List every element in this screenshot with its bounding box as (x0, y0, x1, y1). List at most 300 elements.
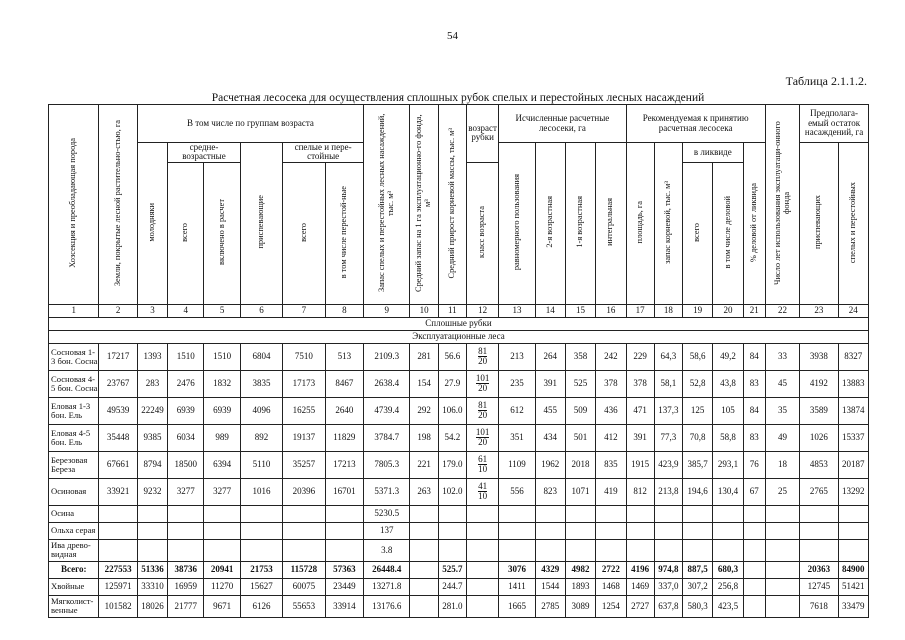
cell-col-11: 281.0 (438, 595, 466, 617)
cell-col-19 (683, 522, 713, 539)
header-ripening: приспевающие (240, 143, 282, 305)
cell-col-14: 2785 (535, 595, 565, 617)
cell-col-11: 27.9 (438, 370, 466, 397)
cell-col-11: 56.6 (438, 343, 466, 370)
column-number-13: 13 (499, 304, 535, 317)
cell-col-5 (204, 539, 240, 561)
cell-col-4: 2476 (168, 370, 204, 397)
age-fraction (466, 478, 498, 505)
cell-col-16: 378 (596, 370, 626, 397)
cell-col-24 (838, 522, 868, 539)
header-c23: приспевающих (800, 143, 838, 305)
header-c15: 1-я возрастная (565, 143, 595, 305)
column-number-5: 5 (204, 304, 240, 317)
cell-col-15: 1071 (565, 478, 595, 505)
header-mature: спелые и пере-стойные (283, 143, 364, 163)
cell-col-17: 2727 (626, 595, 654, 617)
cell-col-9: 3784.7 (364, 424, 410, 451)
age-fraction (466, 370, 498, 397)
age-class-value: 20 (478, 437, 488, 448)
cell-col-13: 612 (499, 397, 535, 424)
cell-col-8: 8467 (325, 370, 363, 397)
cell-col-9: 13271.8 (364, 578, 410, 595)
cell-col-8 (325, 539, 363, 561)
cell-col-22 (765, 595, 799, 617)
cell-col-13: 3076 (499, 561, 535, 578)
age-fraction (466, 397, 498, 424)
header-age-groups: В том числе по группам возраста (137, 105, 363, 143)
cell-col-22 (765, 561, 799, 578)
cell-col-18: 137,3 (654, 397, 682, 424)
cell-col-2: 17217 (99, 343, 137, 370)
cell-col-19: 52,8 (683, 370, 713, 397)
cell-col-15 (565, 539, 595, 561)
cell-col-6: 4096 (240, 397, 282, 424)
table-row (49, 397, 869, 424)
header-c13: равномерного пользования (499, 143, 535, 305)
header-household: Хозсекция и преобладающая порода (49, 105, 99, 305)
cell-col-12 (466, 505, 498, 522)
table-row (49, 505, 869, 522)
cell-col-4: 16959 (168, 578, 204, 595)
cell-col-18: 423,9 (654, 451, 682, 478)
cell-col-11: 525.7 (438, 561, 466, 578)
table-row (49, 478, 869, 505)
forest-table (48, 104, 869, 618)
cell-col-14: 823 (535, 478, 565, 505)
cell-col-17: 4196 (626, 561, 654, 578)
cell-col-8: 2640 (325, 397, 363, 424)
column-number-17: 17 (626, 304, 654, 317)
header-c16: интегральная (596, 143, 626, 305)
column-number-4: 4 (168, 304, 204, 317)
summary-row-decid (49, 595, 869, 617)
column-number-15: 15 (565, 304, 595, 317)
table-row (49, 539, 869, 561)
cell-col-11 (438, 505, 466, 522)
cell-col-12 (466, 522, 498, 539)
cell-col-20: 680,3 (713, 561, 743, 578)
cell-col-2 (99, 505, 137, 522)
row-name: Осиновая (49, 478, 99, 505)
cell-col-14: 455 (535, 397, 565, 424)
cell-col-20 (713, 522, 743, 539)
column-number-7: 7 (283, 304, 325, 317)
cell-col-9: 13176.6 (364, 595, 410, 617)
cell-col-10 (410, 578, 438, 595)
cell-col-14 (535, 539, 565, 561)
cell-col-10: 281 (410, 343, 438, 370)
cell-col-23: 3938 (800, 343, 838, 370)
cell-col-22: 25 (765, 478, 799, 505)
cell-col-4: 38736 (168, 561, 204, 578)
cell-col-10 (410, 505, 438, 522)
cell-col-23: 20363 (800, 561, 838, 578)
cell-col-4 (168, 539, 204, 561)
cell-col-5 (204, 522, 240, 539)
column-number-21: 21 (743, 304, 765, 317)
cell-col-2 (99, 539, 137, 561)
cell-col-14: 1544 (535, 578, 565, 595)
section-title-1: Сплошные рубки (49, 317, 869, 330)
cell-col-18: 337,0 (654, 578, 682, 595)
cell-col-20: 293,1 (713, 451, 743, 478)
column-number-19: 19 (683, 304, 713, 317)
column-number-2: 2 (99, 304, 137, 317)
cell-col-4: 1510 (168, 343, 204, 370)
cell-col-5: 1832 (204, 370, 240, 397)
cell-col-19: 887,5 (683, 561, 713, 578)
cell-col-9: 5230.5 (364, 505, 410, 522)
cell-col-3: 283 (137, 370, 167, 397)
cell-col-18: 213,8 (654, 478, 682, 505)
table-label: Таблица 2.1.1.2. (785, 74, 867, 88)
cell-col-10 (410, 561, 438, 578)
column-number-9: 9 (364, 304, 410, 317)
cell-col-17: 812 (626, 478, 654, 505)
cell-col-11: 106.0 (438, 397, 466, 424)
cell-col-8 (325, 505, 363, 522)
cell-col-7: 35257 (283, 451, 325, 478)
cell-col-20: 256,8 (713, 578, 743, 595)
cell-col-23: 2765 (800, 478, 838, 505)
cell-col-17 (626, 505, 654, 522)
age-class-value: 20 (478, 410, 488, 421)
cell-col-5: 3277 (204, 478, 240, 505)
cell-col-16: 412 (596, 424, 626, 451)
cell-col-17 (626, 539, 654, 561)
cell-col-13 (499, 522, 535, 539)
cell-col-6: 6126 (240, 595, 282, 617)
column-number-10: 10 (410, 304, 438, 317)
cell-col-18: 64,3 (654, 343, 682, 370)
column-number-row (49, 304, 869, 317)
cell-col-24: 84900 (838, 561, 868, 578)
cell-col-18: 58,1 (654, 370, 682, 397)
cell-col-23: 1026 (800, 424, 838, 451)
summary-row-total (49, 561, 869, 578)
cell-col-21 (743, 578, 765, 595)
cell-col-19 (683, 539, 713, 561)
header-remain: Предполага-емый остаток насаждений, га (800, 105, 869, 143)
cell-col-22 (765, 539, 799, 561)
cell-col-17: 1915 (626, 451, 654, 478)
cell-col-17: 471 (626, 397, 654, 424)
cell-col-3: 1393 (137, 343, 167, 370)
cell-col-15: 1893 (565, 578, 595, 595)
cell-col-11 (438, 522, 466, 539)
cell-col-6: 5110 (240, 451, 282, 478)
cell-col-20: 49,2 (713, 343, 743, 370)
cell-col-14: 391 (535, 370, 565, 397)
cell-col-8: 17213 (325, 451, 363, 478)
header-age-cut: возраст рубки (466, 105, 498, 163)
cell-col-15: 2018 (565, 451, 595, 478)
cell-col-20: 130,4 (713, 478, 743, 505)
cell-col-21: 67 (743, 478, 765, 505)
cell-col-6: 1016 (240, 478, 282, 505)
cell-col-13 (499, 505, 535, 522)
cell-col-3: 8794 (137, 451, 167, 478)
cell-col-7 (283, 522, 325, 539)
cell-col-4: 6939 (168, 397, 204, 424)
cell-col-14 (535, 522, 565, 539)
cell-col-13: 556 (499, 478, 535, 505)
cell-col-13: 351 (499, 424, 535, 451)
cell-col-16 (596, 522, 626, 539)
cell-col-6: 3835 (240, 370, 282, 397)
cell-col-2: 125971 (99, 578, 137, 595)
row-name: Ива древо-видная (49, 539, 99, 561)
cell-col-6 (240, 505, 282, 522)
age-cut-value: 101 (475, 373, 490, 384)
header-mature-all: всего (283, 162, 325, 304)
cell-col-3: 9232 (137, 478, 167, 505)
section-title-2: Эксплуатационные леса (49, 330, 869, 343)
cell-col-10: 154 (410, 370, 438, 397)
column-number-20: 20 (713, 304, 743, 317)
row-name: Еловая 4-5 бон. Ель (49, 424, 99, 451)
cell-col-9: 2638.4 (364, 370, 410, 397)
cell-col-18: 77,3 (654, 424, 682, 451)
header-c24: спелых и перестойных (838, 143, 868, 305)
cell-col-19: 307,2 (683, 578, 713, 595)
cell-col-16: 1468 (596, 578, 626, 595)
cell-col-5: 6939 (204, 397, 240, 424)
column-number-18: 18 (654, 304, 682, 317)
cell-col-15: 4982 (565, 561, 595, 578)
cell-col-23 (800, 539, 838, 561)
cell-col-11: 244.7 (438, 578, 466, 595)
cell-col-16 (596, 505, 626, 522)
cell-col-19: 580,3 (683, 595, 713, 617)
cell-col-14 (535, 505, 565, 522)
cell-col-12 (466, 578, 498, 595)
cell-col-10 (410, 595, 438, 617)
cell-col-2: 49539 (99, 397, 137, 424)
cell-col-14: 264 (535, 343, 565, 370)
header-c14: 2-я возрастная (535, 143, 565, 305)
column-number-11: 11 (438, 304, 466, 317)
cell-col-24: 13292 (838, 478, 868, 505)
cell-col-15: 358 (565, 343, 595, 370)
row-name: Хвойные (49, 578, 99, 595)
table-row (49, 343, 869, 370)
cell-col-21: 83 (743, 424, 765, 451)
cell-col-11: 54.2 (438, 424, 466, 451)
cell-col-7: 19137 (283, 424, 325, 451)
table-row (49, 424, 869, 451)
cell-col-19: 58,6 (683, 343, 713, 370)
header-land: Земли, покрытые лесной растительно-стью, га (99, 105, 137, 305)
cell-col-9: 5371.3 (364, 478, 410, 505)
cell-col-22: 35 (765, 397, 799, 424)
cell-col-5 (204, 505, 240, 522)
cell-col-5: 11270 (204, 578, 240, 595)
cell-col-16: 419 (596, 478, 626, 505)
row-name: Березовая Береза (49, 451, 99, 478)
table-row (49, 370, 869, 397)
cell-col-21 (743, 522, 765, 539)
row-name: Ольха серая (49, 522, 99, 539)
cell-col-24 (838, 505, 868, 522)
header-middle-all: всего (168, 162, 204, 304)
cell-col-15: 525 (565, 370, 595, 397)
cell-col-6: 21753 (240, 561, 282, 578)
cell-col-15 (565, 522, 595, 539)
cell-col-23 (800, 522, 838, 539)
cell-col-15 (565, 505, 595, 522)
cell-col-23: 4853 (800, 451, 838, 478)
cell-col-8: 33914 (325, 595, 363, 617)
cell-col-5: 9671 (204, 595, 240, 617)
cell-col-21: 76 (743, 451, 765, 478)
cell-col-3 (137, 522, 167, 539)
header-middle-incl: включено в расчет (204, 162, 240, 304)
cell-col-10: 221 (410, 451, 438, 478)
cell-col-18 (654, 539, 682, 561)
table-row (49, 451, 869, 478)
cell-col-9: 4739.4 (364, 397, 410, 424)
cell-col-15: 3089 (565, 595, 595, 617)
row-name: Сосновая 4-5 бон. Сосна (49, 370, 99, 397)
header-middle: средне-возрастные (168, 143, 241, 163)
cell-col-19: 70,8 (683, 424, 713, 451)
cell-col-13: 213 (499, 343, 535, 370)
age-cut-value: 81 (478, 346, 488, 357)
cell-col-17: 229 (626, 343, 654, 370)
age-cut-value: 61 (478, 454, 488, 465)
cell-col-11: 179.0 (438, 451, 466, 478)
page-number: 54 (447, 30, 458, 42)
cell-col-16: 242 (596, 343, 626, 370)
cell-col-5: 6394 (204, 451, 240, 478)
age-cut-value: 81 (478, 400, 488, 411)
row-name: Еловая 1-3 бон. Ель (49, 397, 99, 424)
age-class-value: 10 (478, 464, 488, 475)
cell-col-8: 57363 (325, 561, 363, 578)
cell-col-11: 102.0 (438, 478, 466, 505)
age-class-value: 20 (478, 383, 488, 394)
row-name: Всего: (49, 561, 99, 578)
cell-col-7: 16255 (283, 397, 325, 424)
cell-col-20 (713, 539, 743, 561)
cell-col-9: 3.8 (364, 539, 410, 561)
header-c18: запас корневой, тыс. м³ (654, 143, 682, 305)
cell-col-8: 513 (325, 343, 363, 370)
cell-col-7: 7510 (283, 343, 325, 370)
cell-col-6: 6804 (240, 343, 282, 370)
cell-col-8: 16701 (325, 478, 363, 505)
cell-col-22: 45 (765, 370, 799, 397)
cell-col-24: 20187 (838, 451, 868, 478)
cell-col-18: 637,8 (654, 595, 682, 617)
cell-col-4: 6034 (168, 424, 204, 451)
cell-col-21: 84 (743, 397, 765, 424)
cell-col-3: 9385 (137, 424, 167, 451)
cell-col-21 (743, 505, 765, 522)
cell-col-23: 7618 (800, 595, 838, 617)
cell-col-14: 434 (535, 424, 565, 451)
column-number-12: 12 (466, 304, 498, 317)
cell-col-21 (743, 595, 765, 617)
cell-col-22 (765, 505, 799, 522)
cell-col-24: 15337 (838, 424, 868, 451)
cell-col-16: 436 (596, 397, 626, 424)
cell-col-21 (743, 561, 765, 578)
cell-col-23: 12745 (800, 578, 838, 595)
cell-col-9: 26448.4 (364, 561, 410, 578)
cell-col-10: 292 (410, 397, 438, 424)
cell-col-18 (654, 522, 682, 539)
cell-col-9: 2109.3 (364, 343, 410, 370)
column-number-3: 3 (137, 304, 167, 317)
cell-col-10 (410, 522, 438, 539)
cell-col-20: 43,8 (713, 370, 743, 397)
cell-col-20: 105 (713, 397, 743, 424)
header-c21: % деловой от ликвида (743, 143, 765, 305)
cell-col-3: 33310 (137, 578, 167, 595)
cell-col-17: 1469 (626, 578, 654, 595)
header-c17: площадь, га (626, 143, 654, 305)
table-row (49, 522, 869, 539)
cell-col-7: 60075 (283, 578, 325, 595)
row-name: Осина (49, 505, 99, 522)
column-number-1: 1 (49, 304, 99, 317)
row-name: Мягколист-венные (49, 595, 99, 617)
cell-col-17: 391 (626, 424, 654, 451)
cell-col-20: 58,8 (713, 424, 743, 451)
cell-col-23: 4192 (800, 370, 838, 397)
cell-col-13: 1109 (499, 451, 535, 478)
cell-col-6 (240, 522, 282, 539)
cell-col-2: 23767 (99, 370, 137, 397)
header-young: молодняки (137, 143, 167, 305)
cell-col-22: 33 (765, 343, 799, 370)
cell-col-8: 23449 (325, 578, 363, 595)
cell-col-12 (466, 561, 498, 578)
cell-col-9: 7805.3 (364, 451, 410, 478)
cell-col-7: 55653 (283, 595, 325, 617)
cell-col-22: 18 (765, 451, 799, 478)
cell-col-19: 194,6 (683, 478, 713, 505)
cell-col-22 (765, 578, 799, 595)
header-years: Число лет использования эксплуатаци-онного фонда (765, 105, 799, 305)
cell-col-9: 137 (364, 522, 410, 539)
cell-col-6 (240, 539, 282, 561)
cell-col-15: 509 (565, 397, 595, 424)
cell-col-7: 17173 (283, 370, 325, 397)
header-liquid: в ликвиде (683, 143, 744, 163)
column-number-24: 24 (838, 304, 868, 317)
cell-col-13: 1411 (499, 578, 535, 595)
cell-col-5: 1510 (204, 343, 240, 370)
column-number-14: 14 (535, 304, 565, 317)
cell-col-6: 15627 (240, 578, 282, 595)
column-number-22: 22 (765, 304, 799, 317)
table-title: Расчетная лесосека для осуществления сплошных рубок спелых и перестойных лесных насаждений (211, 92, 705, 104)
cell-col-3: 51336 (137, 561, 167, 578)
cell-col-24: 51421 (838, 578, 868, 595)
cell-col-17: 378 (626, 370, 654, 397)
cell-col-7: 115728 (283, 561, 325, 578)
column-number-8: 8 (325, 304, 363, 317)
cell-col-4: 3277 (168, 478, 204, 505)
header-c20: в том числе деловой (713, 162, 743, 304)
header-age-class: класс возраста (466, 162, 498, 304)
cell-col-18: 974,8 (654, 561, 682, 578)
column-number-16: 16 (596, 304, 626, 317)
